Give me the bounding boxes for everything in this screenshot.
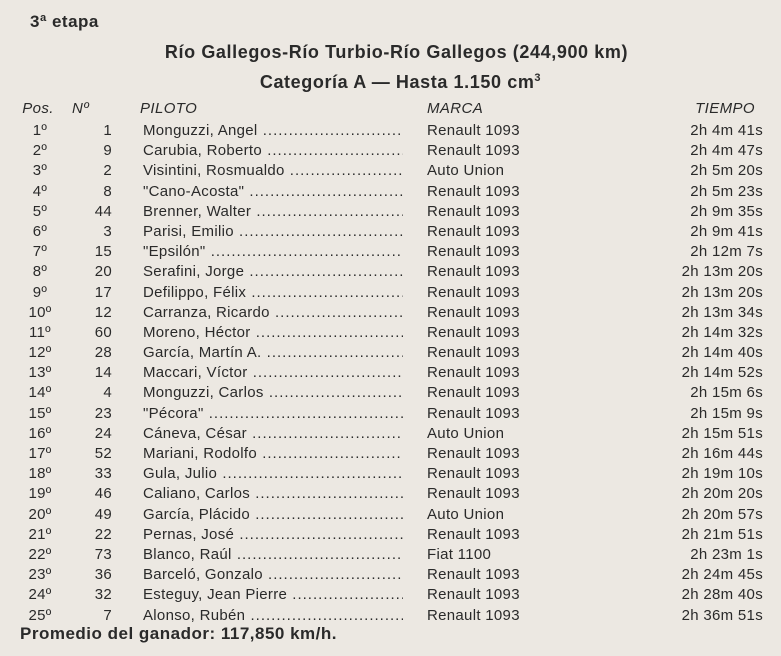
position-cell: 16º <box>28 424 52 442</box>
position-cell: 17º <box>28 445 52 462</box>
table-row <box>0 162 781 182</box>
make-cell: Renault 1093 <box>427 142 520 160</box>
position-cell: 2º <box>32 142 48 160</box>
driver-cell: Gula, Julio ..... <box>143 465 403 482</box>
table-row <box>0 445 781 465</box>
table-header <box>0 100 781 120</box>
car-number-cell: 2 <box>103 162 112 180</box>
make-cell: Renault 1093 <box>427 283 520 301</box>
driver-cell: Monguzzi, Angel ..... <box>143 122 403 139</box>
position-cell: 25º <box>28 606 52 624</box>
driver-cell: Carranza, Ricardo ..... <box>143 304 403 321</box>
position-cell: 9º <box>32 283 48 301</box>
time-cell: 2h 36m 51s <box>681 606 763 624</box>
table-row <box>0 465 781 485</box>
driver-cell: Carubia, Roberto ..... <box>143 142 403 159</box>
position-cell: 6º <box>32 222 48 240</box>
driver-cell: Visintini, Rosmualdo ..... <box>143 162 403 179</box>
time-cell: 2h 13m 20s <box>681 283 763 301</box>
table-row <box>0 364 781 384</box>
table-row <box>0 344 781 364</box>
time-cell: 2h 16m 44s <box>681 445 763 462</box>
make-cell: Renault 1093 <box>427 122 520 139</box>
time-cell: 2h 19m 10s <box>681 465 763 483</box>
car-number-cell: 28 <box>94 344 112 362</box>
time-cell: 2h 9m 35s <box>690 202 763 220</box>
make-cell: Renault 1093 <box>427 566 520 584</box>
car-number-cell: 14 <box>94 364 112 382</box>
car-number-cell: 15 <box>94 243 112 261</box>
car-number-cell: 3 <box>103 222 112 240</box>
table-row <box>0 142 781 162</box>
position-cell: 19º <box>28 485 52 503</box>
make-cell: Renault 1093 <box>427 243 520 261</box>
header-time: TIEMPO <box>695 100 755 117</box>
results-table <box>0 122 781 627</box>
car-number-cell: 7 <box>103 606 112 624</box>
driver-cell: "Pécora" ..... <box>143 405 403 422</box>
table-row <box>0 203 781 223</box>
driver-cell: Serafini, Jorge ..... <box>143 263 403 280</box>
table-row <box>0 304 781 324</box>
time-cell: 2h 20m 57s <box>681 505 763 523</box>
category-text: Categoría A — Hasta 1.150 cm <box>259 72 535 92</box>
time-cell: 2h 15m 9s <box>690 404 763 422</box>
make-cell: Renault 1093 <box>427 364 520 382</box>
category-superscript: 3 <box>534 72 542 84</box>
make-cell: Renault 1093 <box>427 606 520 624</box>
table-row <box>0 405 781 425</box>
car-number-cell: 4 <box>103 384 112 402</box>
time-cell: 2h 5m 23s <box>690 182 763 200</box>
time-cell: 2h 15m 6s <box>690 384 763 402</box>
table-row <box>0 284 781 304</box>
make-cell: Auto Union <box>427 162 505 180</box>
time-cell: 2h 13m 20s <box>681 263 763 281</box>
car-number-cell: 73 <box>94 545 112 563</box>
make-cell: Renault 1093 <box>427 222 520 240</box>
car-number-cell: 8 <box>103 182 112 200</box>
header-num: Nº <box>72 100 90 117</box>
driver-cell: Cáneva, César ..... <box>143 425 403 442</box>
position-cell: 15º <box>28 404 52 422</box>
table-row <box>0 384 781 404</box>
car-number-cell: 22 <box>94 525 112 543</box>
race-title: Río Gallegos-Río Turbio-Río Gallegos (244,900 km) <box>164 42 629 62</box>
table-row <box>0 324 781 344</box>
driver-cell: "Cano-Acosta" ..... <box>143 183 403 200</box>
driver-cell: García, Martín A. ..... <box>143 344 403 361</box>
time-cell: 2h 14m 40s <box>681 344 763 362</box>
driver-cell: Esteguy, Jean Pierre ..... <box>143 586 403 603</box>
make-cell: Renault 1093 <box>427 525 520 543</box>
car-number-cell: 20 <box>94 263 112 281</box>
table-row <box>0 526 781 546</box>
table-row <box>0 546 781 566</box>
make-cell: Renault 1093 <box>427 485 520 503</box>
table-row <box>0 243 781 263</box>
position-cell: 4º <box>32 182 48 200</box>
driver-cell: Caliano, Carlos ..... <box>143 485 403 502</box>
car-number-cell: 17 <box>94 283 112 301</box>
position-cell: 8º <box>32 263 48 281</box>
table-row <box>0 263 781 283</box>
make-cell: Auto Union <box>427 505 505 523</box>
time-cell: 2h 20m 20s <box>681 485 763 503</box>
make-cell: Renault 1093 <box>427 202 520 220</box>
driver-cell: Blanco, Raúl ..... <box>143 546 403 563</box>
header-make: MARCA <box>427 100 484 117</box>
driver-cell: Defilippo, Félix ..... <box>143 284 403 301</box>
position-cell: 5º <box>32 202 48 220</box>
time-cell: 2h 21m 51s <box>681 525 763 543</box>
table-row <box>0 485 781 505</box>
header-pos: Pos. <box>22 100 54 117</box>
position-cell: 13º <box>28 364 52 382</box>
position-cell: 20º <box>28 505 52 523</box>
time-cell: 2h 13m 34s <box>681 303 763 321</box>
make-cell: Renault 1093 <box>427 182 520 200</box>
make-cell: Renault 1093 <box>427 303 520 321</box>
make-cell: Renault 1093 <box>427 344 520 362</box>
car-number-cell: 36 <box>94 566 112 584</box>
car-number-cell: 60 <box>94 323 112 341</box>
driver-cell: Brenner, Walter ..... <box>143 203 403 220</box>
make-cell: Renault 1093 <box>427 323 520 341</box>
category-subtitle <box>0 72 781 93</box>
make-cell: Renault 1093 <box>427 384 520 402</box>
time-cell: 2h 24m 45s <box>681 566 763 584</box>
position-cell: 3º <box>32 162 48 180</box>
position-cell: 24º <box>28 586 52 604</box>
table-row <box>0 586 781 606</box>
table-row <box>0 425 781 445</box>
car-number-cell: 33 <box>94 465 112 483</box>
time-cell: 2h 15m 51s <box>681 424 763 442</box>
make-cell: Auto Union <box>427 424 505 442</box>
table-row <box>0 183 781 203</box>
position-cell: 23º <box>28 566 52 584</box>
position-cell: 21º <box>28 525 52 543</box>
car-number-cell: 9 <box>103 142 112 160</box>
driver-cell: Parisi, Emilio ..... <box>143 223 403 240</box>
driver-cell: García, Plácido ..... <box>143 506 403 523</box>
car-number-cell: 44 <box>94 202 112 220</box>
time-cell: 2h 14m 32s <box>681 323 763 341</box>
make-cell: Fiat 1100 <box>427 545 492 563</box>
table-row <box>0 566 781 586</box>
time-cell: 2h 4m 47s <box>690 142 763 160</box>
driver-cell: Maccari, Víctor ..... <box>143 364 403 381</box>
driver-cell: Pernas, José ..... <box>143 526 403 543</box>
driver-cell: Moreno, Héctor ..... <box>143 324 403 341</box>
car-number-cell: 12 <box>94 303 112 321</box>
car-number-cell: 24 <box>94 424 112 442</box>
time-cell: 2h 4m 41s <box>690 122 763 139</box>
car-number-cell: 23 <box>94 404 112 422</box>
driver-cell: "Epsilón" ..... <box>143 243 403 260</box>
stage-label: 3ª etapa <box>30 12 99 31</box>
car-number-cell: 1 <box>103 122 112 139</box>
position-cell: 7º <box>32 243 48 261</box>
car-number-cell: 32 <box>94 586 112 604</box>
driver-cell: Mariani, Rodolfo ..... <box>143 445 403 462</box>
driver-cell: Alonso, Rubén ..... <box>143 607 403 624</box>
time-cell: 2h 5m 20s <box>690 162 763 180</box>
position-cell: 11º <box>29 323 51 341</box>
position-cell: 14º <box>28 384 52 402</box>
position-cell: 1º <box>32 122 48 139</box>
make-cell: Renault 1093 <box>427 404 520 422</box>
driver-cell: Monguzzi, Carlos ..... <box>143 384 403 401</box>
position-cell: 18º <box>28 465 52 483</box>
car-number-cell: 49 <box>94 505 112 523</box>
winner-average: Promedio del ganador: 117,850 km/h. <box>20 624 337 643</box>
time-cell: 2h 28m 40s <box>681 586 763 604</box>
position-cell: 10º <box>28 303 52 321</box>
header-driver: PILOTO <box>140 100 198 117</box>
make-cell: Renault 1093 <box>427 445 520 462</box>
position-cell: 12º <box>28 344 52 362</box>
time-cell: 2h 9m 41s <box>690 222 763 240</box>
time-cell: 2h 12m 7s <box>690 243 763 261</box>
make-cell: Renault 1093 <box>427 586 520 604</box>
time-cell: 2h 23m 1s <box>690 545 763 563</box>
make-cell: Renault 1093 <box>427 263 520 281</box>
car-number-cell: 52 <box>94 445 112 462</box>
time-cell: 2h 14m 52s <box>681 364 763 382</box>
position-cell: 22º <box>28 545 52 563</box>
car-number-cell: 46 <box>94 485 112 503</box>
table-row <box>0 506 781 526</box>
driver-cell: Barceló, Gonzalo ..... <box>143 566 403 583</box>
table-row <box>0 223 781 243</box>
table-row <box>0 122 781 142</box>
make-cell: Renault 1093 <box>427 465 520 483</box>
